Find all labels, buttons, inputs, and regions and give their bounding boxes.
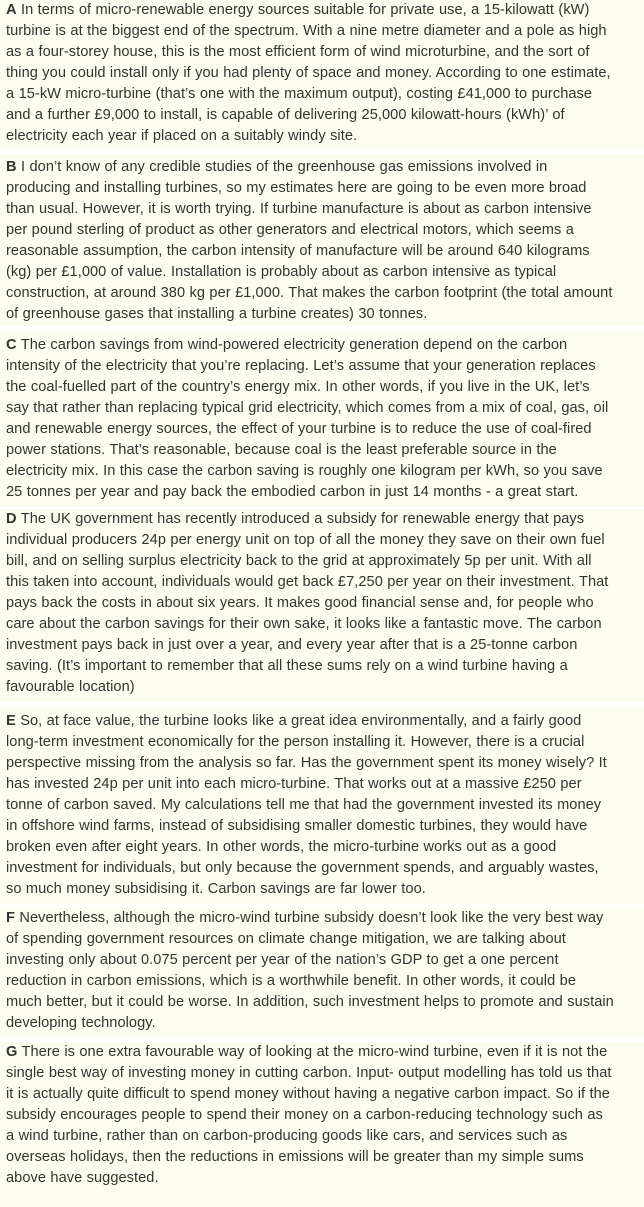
line-text: So, at face value, the turbine looks like a great idea environmentally, and a fairly good — [15, 713, 582, 729]
paragraph-g — [0, 1042, 644, 1207]
paragraph-line: individual producers 24p per energy unit on top of all the money they save on their own fuel — [6, 532, 605, 548]
paragraph-line: and renewable energy sources, the effect of your turbine is to reduce the use of coal-fired — [6, 421, 592, 437]
line-text: The carbon savings from wind-powered electricity generation depend on the carbon — [16, 337, 568, 353]
paragraph-line: reasonable assumption, the carbon intensity of manufacture will be around 640 kilograms — [6, 243, 590, 259]
paragraph-c — [0, 331, 644, 507]
paragraph-line: investing only about 0.075 percent per year of the nation’s GDP to get a one percent — [6, 952, 559, 968]
line-text: The UK government has recently introduced a subsidy for renewable energy that pays — [16, 511, 585, 527]
paragraph-d — [0, 509, 644, 702]
paragraph-line: so much money subsidising it. Carbon savings are far lower too. — [6, 881, 426, 897]
paragraph-line: intensity of the electricity that you’re replacing. Let’s assume that your generation replaces — [6, 358, 596, 374]
paragraph-line: and a further £9,000 to install, is capable of delivering 25,000 kilowatt-hours (kWh)’ of — [6, 107, 565, 123]
paragraph-line — [6, 335, 638, 356]
paragraph-line: investment for individuals, but only because the government spends, and arguably wastes, — [6, 860, 599, 876]
paragraph-line: power stations. That’s reasonable, because coal is the least preferable source in the — [6, 442, 557, 458]
paragraph-line: broken even after eight years. In other words, the micro-turbine works out as a good — [6, 839, 557, 855]
paragraph-line: 25 tonnes per year and pay back the embodied carbon in just 14 months - a great start. — [6, 484, 579, 500]
line-text: I don’t know of any credible studies of the greenhouse gas emissions involved in — [16, 159, 548, 175]
paragraph-line: subsidy encourages people to spend their money on a carbon-reducing technology such as — [6, 1107, 603, 1123]
paragraph-line — [6, 711, 638, 732]
paragraph-letter: B — [6, 159, 17, 175]
paragraph-line: (kg) per £1,000 of value. Installation is probably about as carbon intensive as typical — [6, 264, 557, 280]
paragraph-line: say that rather than replacing typical grid electricity, which comes from a mix of coal, gas, oil — [6, 400, 609, 416]
paragraph-line: favourable location) — [6, 679, 135, 695]
paragraph-line: a 15-kW micro-turbine (that’s one with the maximum output), costing £41,000 to purchase — [6, 86, 593, 102]
paragraph-line: bill, and on selling surplus electricity back to the grid at approximately 5p per unit. With all — [6, 553, 592, 569]
paragraph-line: investment pays back in just over a year, and every year after that is a 25-tonne carbon — [6, 637, 578, 653]
paragraph-line: of spending government resources on climate change mitigation, we are talking about — [6, 931, 566, 947]
paragraph-line: this taken into account, individuals would get back £7,250 per year on their investment. That — [6, 574, 609, 590]
paragraph-line: construction, at around 380 kg per £1,000. That makes the carbon footprint (the total amount — [6, 285, 613, 301]
paragraph-line — [6, 1042, 638, 1063]
paragraph-f — [0, 908, 644, 1039]
paragraph-line: care about the carbon savings for their own sake, it looks like a fantastic move. The carbon — [6, 616, 602, 632]
paragraph-line: reduction in carbon emissions, which is a worthwhile benefit. In other words, it could be — [6, 973, 576, 989]
line-text: Nevertheless, although the micro-wind turbine subsidy doesn’t look like the very best way — [14, 910, 604, 926]
paragraph-line: developing technology. — [6, 1015, 156, 1031]
paragraph-line: the coal-fuelled part of the country’s energy mix. In other words, if you live in the UK, let’s — [6, 379, 590, 395]
paragraph-line — [6, 157, 638, 178]
paragraph-letter: E — [6, 713, 16, 729]
paragraph-line: producing and installing turbines, so my estimates here are going to be even more broad — [6, 180, 587, 196]
paragraph-line: in offshore wind farms, instead of subsidising smaller domestic turbines, they would have — [6, 818, 588, 834]
paragraph-line: overseas holidays, then the reductions in emissions will be greater than my simple sums — [6, 1149, 584, 1165]
paragraph-line — [6, 908, 638, 929]
paragraph-line: electricity each year if placed on a suitably windy site. — [6, 128, 358, 144]
paragraph-line: has invested 24p per unit into each micro-turbine. That works out at a massive £250 per — [6, 776, 582, 792]
line-text: In terms of micro-renewable energy sources suitable for private use, a 15-kilowatt (kW) — [16, 2, 590, 18]
paragraph-line: of greenhouse gases that installing a turbine creates) 30 tonnes. — [6, 306, 428, 322]
line-text: There is one extra favourable way of looking at the micro-wind turbine, even if it is not the — [17, 1044, 608, 1060]
paragraph-line: as a four-storey house, this is the most efficient form of wind microturbine, and the sort of — [6, 44, 590, 60]
paragraph-line: tonne of carbon saved. My calculations tell me that had the government invested its money — [6, 797, 602, 813]
paragraph-line: electricity mix. In this case the carbon saving is roughly one kilogram per kWh, so you save — [6, 463, 603, 479]
paragraph-e — [0, 707, 644, 904]
paragraph-line: per pound sterling of product as other generators and electrical motors, which seems a — [6, 222, 574, 238]
paragraph-letter: F — [6, 910, 15, 926]
paragraph-letter: G — [6, 1044, 18, 1060]
paragraph-line — [6, 0, 638, 21]
paragraph-line: much better, but it could be worse. In addition, such investment helps to promote and sustain — [6, 994, 614, 1010]
paragraph-letter: C — [6, 337, 17, 353]
paragraph-line — [6, 509, 638, 530]
paragraph-line: above have suggested. — [6, 1170, 159, 1186]
paragraph-letter: A — [6, 2, 17, 18]
paragraph-b — [0, 154, 644, 326]
paragraph-letter: D — [6, 511, 17, 527]
paragraph-line: long-term investment economically for the person installing it. However, there is a crucial — [6, 734, 585, 750]
paragraph-line: thing you could install only if you had plenty of space and money. According to one estimate, — [6, 65, 611, 81]
paragraph-line: single best way of investing money in cutting carbon. Input- output modelling has told us that — [6, 1065, 612, 1081]
paragraph-line: turbine is at the biggest end of the spectrum. With a nine metre diameter and a pole as high — [6, 23, 607, 39]
paragraph-line: pays back the costs in about six years. It makes good financial sense and, for people who — [6, 595, 594, 611]
paragraph-a — [0, 0, 644, 149]
paragraph-line: it is actually quite difficult to spend money without having a negative carbon impact. So if the — [6, 1086, 610, 1102]
paragraph-line: a wind turbine, rather than on carbon-producing goods like cars, and services such as — [6, 1128, 568, 1144]
paragraph-line: than usual. However, it is worth trying. If turbine manufacture is about as carbon intensive — [6, 201, 592, 217]
paragraph-line: saving. (It’s important to remember that all these sums rely on a wind turbine having a — [6, 658, 568, 674]
paragraph-line: perspective missing from the analysis so far. Has the government spent its money wisely? It — [6, 755, 607, 771]
